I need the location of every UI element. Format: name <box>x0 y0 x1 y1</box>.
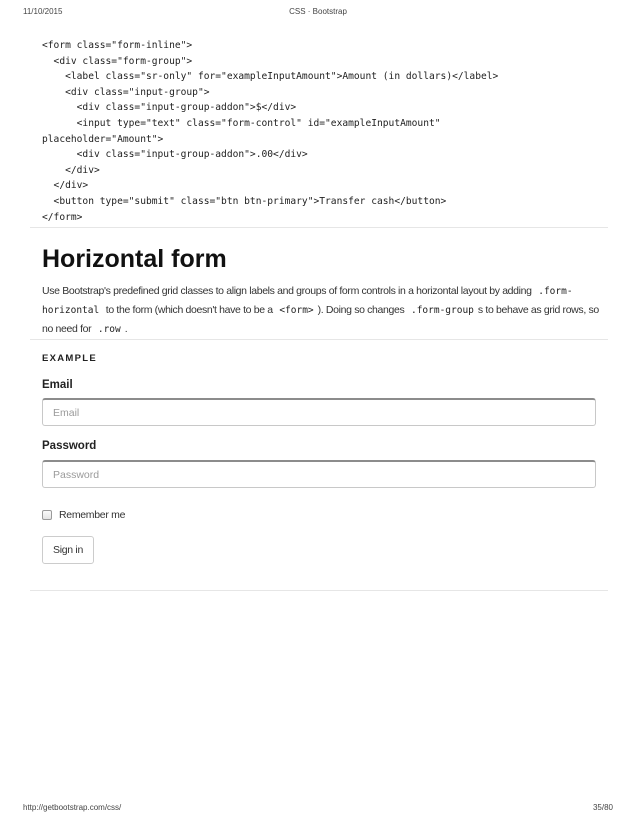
inline-code-row: .row <box>97 324 121 335</box>
example-label: EXAMPLE <box>42 353 98 364</box>
description-text: Use Bootstrap's predefined grid classes to align labels and groups of form controls in a horizontal layout by adding <box>42 285 532 297</box>
code-example: <form class="form-inline"> <div class="form-group"> <label class="sr-only" for="exampleInputAmount">Amount (in dollars)</label> <div class="input-group"> <div class="input-group-addon">$</div> <input type="text" class="form-control" id="exampleInputAmount" placeholder="Amount"> <div class="input-group-addon">.00</div> </div> </div> <button type="submit" class="btn btn-primary">Transfer cash</button> </form> <box>42 40 499 223</box>
form-bottom-divider <box>30 590 608 591</box>
print-footer <box>23 803 613 815</box>
code-divider <box>30 227 608 228</box>
description-text: s to behave as grid rows, so no need for <box>42 304 599 335</box>
inline-code-form-group: .form-group <box>410 305 474 316</box>
section-title: Horizontal form <box>42 245 227 273</box>
inline-code-form-horizontal: .form-horizontal <box>42 286 573 316</box>
description-text: ). Doing so changes <box>317 304 405 316</box>
description-text: to the form (which doesn't have to be a <box>105 304 273 316</box>
email-label: Email <box>42 379 73 391</box>
password-label: Password <box>42 440 97 452</box>
section-description <box>42 282 602 339</box>
remember-me-row[interactable] <box>42 508 125 522</box>
inline-code-form-tag: <form> <box>279 305 314 316</box>
page-url: http://getbootstrap.com/css/ <box>23 803 122 812</box>
print-date: 11/10/2015 <box>23 7 63 16</box>
description-text: . <box>124 323 128 335</box>
page-number: 35/80 <box>592 803 613 812</box>
sign-in-button[interactable]: Sign in <box>42 536 94 564</box>
print-page-title: CSS · Bootstrap <box>289 7 347 16</box>
email-input[interactable] <box>42 398 596 426</box>
remember-me-checkbox[interactable] <box>42 510 52 520</box>
password-input[interactable] <box>42 460 596 488</box>
example-divider <box>30 339 608 340</box>
print-header <box>23 7 613 19</box>
remember-me-label[interactable]: Remember me <box>59 509 126 521</box>
